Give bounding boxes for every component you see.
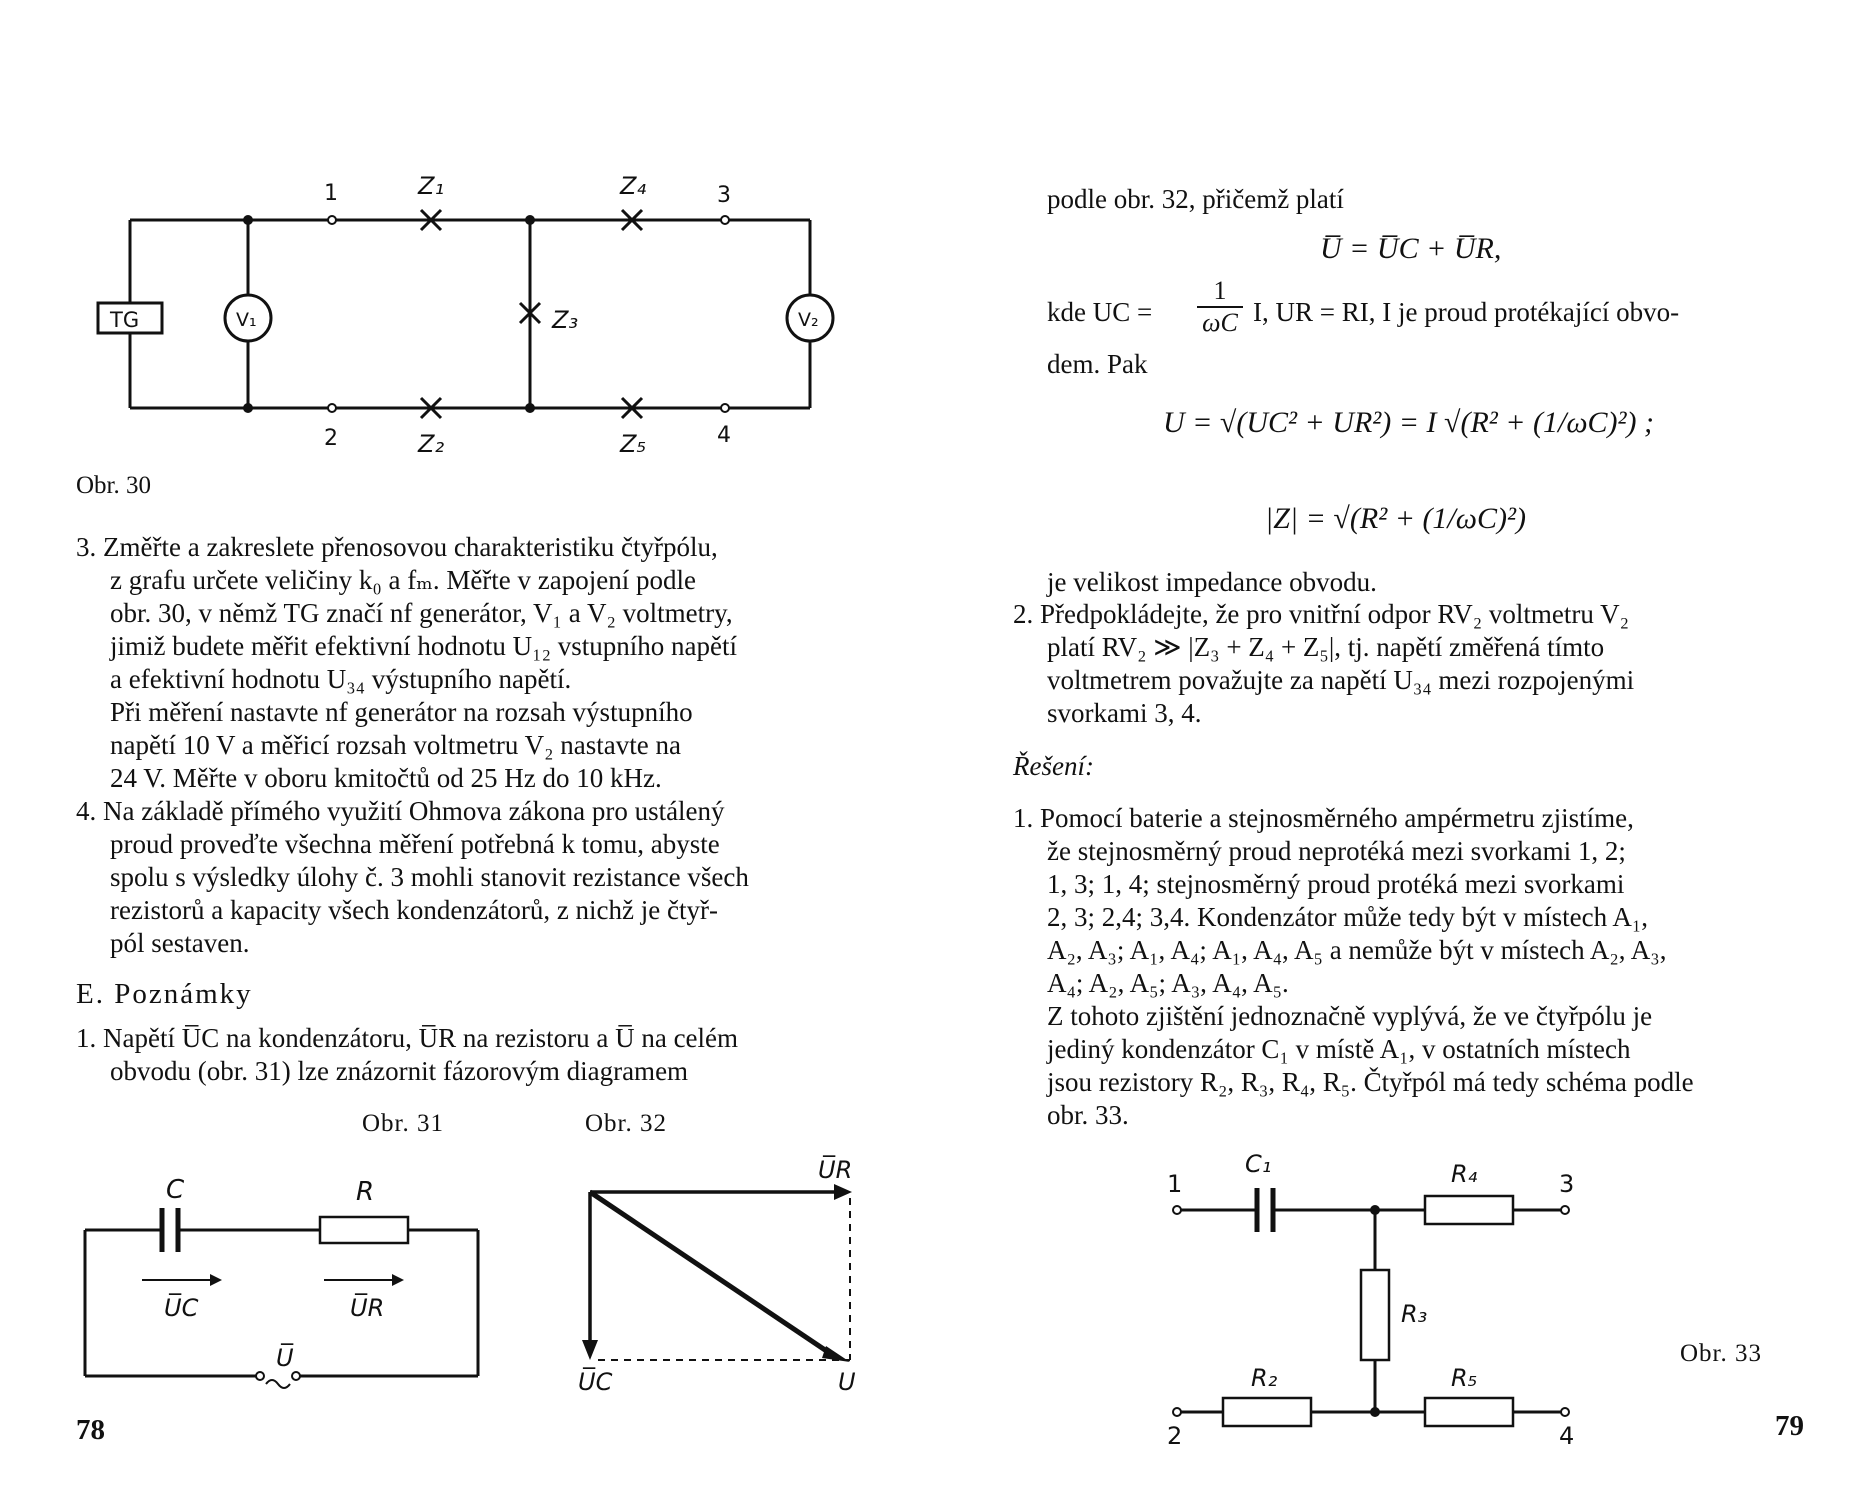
- fig30-terminal-4: 4: [717, 423, 731, 448]
- sol1-line-10: obr. 33.: [1047, 1100, 1129, 1130]
- section-heading-notes: E. Poznámky: [76, 978, 253, 1010]
- fig33-caption: Obr. 33: [1680, 1340, 1762, 1367]
- item3-line-2: z grafu určete veličiny k₀ a fₘ. Měřte v zapojení podle: [110, 565, 696, 595]
- fig31-label-uc: U̅C: [164, 1294, 199, 1322]
- fig30-label-z3: Z₃: [552, 306, 579, 334]
- where-line-end: I, UR = RI, I je proud protékající obvo-: [1253, 297, 1680, 327]
- solution-heading: Řešení:: [1013, 751, 1094, 781]
- item2-line-3: voltmetrem považujte za napětí U₃₄ mezi rozpojenými: [1047, 665, 1635, 695]
- fig32-label-u: U: [838, 1368, 856, 1396]
- sol1-line-1: 1. Pomocí baterie a stejnosměrného ampérmetru zjistíme,: [1013, 803, 1634, 833]
- fig30-terminal-1: 1: [324, 181, 338, 206]
- fig32-label-ur: U̅R: [818, 1156, 853, 1184]
- fig33-label-r2: R₂: [1251, 1364, 1278, 1392]
- sol1-line-8: jediný kondenzátor C₁ v místě A₁, v ostatních místech: [1047, 1034, 1631, 1064]
- fig32-label-uc: U̅C: [578, 1368, 613, 1396]
- equation-2: U = √(UC² + UR²) = I √(R² + (1/ωC)²) ;: [1163, 406, 1654, 439]
- note1-line-2: obvodu (obr. 31) lze znázornit fázorovým diagramem: [110, 1056, 689, 1086]
- equation-3: |Z| = √(R² + (1/ωC)²): [1265, 502, 1526, 535]
- item4-line-4: rezistorů a kapacity všech kondenzátorů, z nichž je čtyř-: [110, 895, 718, 925]
- item-3: [76, 531, 876, 795]
- item3-line-7: napětí 10 V a měřicí rozsah voltmetru V₂ nastavte na: [110, 730, 682, 760]
- where-fraction-denominator: ωC: [1202, 308, 1238, 337]
- item4-line-5: pól sestaven.: [110, 928, 250, 958]
- item2-line-2: platí RV₂ ≫ |Z₃ + Z₄ + Z₅|, tj. napětí změřená tímto: [1047, 632, 1605, 662]
- fig33-terminal-1: 1: [1167, 1170, 1183, 1198]
- fig33-terminal-2: 2: [1167, 1422, 1183, 1448]
- fig30-label-tg: TG: [110, 308, 140, 332]
- fig30-label-v1: V₁: [236, 309, 257, 331]
- figure-32-phasor: [572, 1150, 892, 1410]
- note-1: [76, 1022, 876, 1088]
- fig30-label-z5: Z₅: [620, 430, 647, 458]
- fig33-label-r4: R₄: [1451, 1160, 1478, 1188]
- where-fraction: [1197, 276, 1243, 338]
- item2-line-1: 2. Předpokládejte, že pro vnitřní odpor RV₂ voltmetru V₂: [1013, 599, 1630, 629]
- item3-line-1: 3. Změřte a zakreslete přenosovou charakteristiku čtyřpólu,: [76, 532, 718, 562]
- fig31-label-r: R: [356, 1177, 375, 1207]
- solution-1: [1013, 802, 1843, 1132]
- fig33-terminal-4: 4: [1559, 1422, 1575, 1448]
- fig31-label-c: C: [166, 1175, 185, 1205]
- figure-31-circuit: [70, 1170, 490, 1410]
- fig30-caption: Obr. 30: [76, 472, 151, 499]
- item4-line-3: spolu s výsledky úlohy č. 3 mohli stanovit rezistance všech: [110, 862, 749, 892]
- fig30-terminal-2: 2: [324, 426, 338, 451]
- page-number-right: 79: [1775, 1410, 1804, 1442]
- where-line-continuation: dem. Pak: [1047, 349, 1148, 379]
- equation-1: U̅ = U̅C + U̅R,: [1320, 232, 1502, 265]
- fig30-terminal-3: 3: [717, 183, 731, 208]
- fig31-label-ur: U̅R: [350, 1294, 385, 1322]
- intro-line: podle obr. 32, přičemž platí: [1047, 184, 1344, 214]
- sol1-line-3: 1, 3; 1, 4; stejnosměrný proud protéká mezi svorkami: [1047, 869, 1625, 899]
- item3-line-4: jimiž budete měřit efektivní hodnotu U₁₂ vstupního napětí: [110, 631, 737, 661]
- where-fraction-numerator: 1: [1197, 276, 1243, 308]
- item3-line-6: Při měření nastavte nf generátor na rozsah výstupního: [110, 697, 693, 727]
- fig31-label-u: U̅: [276, 1344, 294, 1372]
- note1-line-1: 1. Napětí U̅C na kondenzátoru, U̅R na rezistoru a U̅ na celém: [76, 1023, 739, 1053]
- sol1-line-9: jsou rezistory R₂, R₃, R₄, R₅. Čtyřpól má tedy schéma podle: [1047, 1067, 1694, 1097]
- fig33-label-r3: R₃: [1401, 1300, 1428, 1328]
- fig30-label-v2: V₂: [798, 309, 819, 331]
- sol1-line-5: A₂, A₃; A₁, A₄; A₁, A₄, A₅ a nemůže být v místech A₂, A₃,: [1047, 935, 1667, 965]
- item3-line-5: a efektivní hodnotu U₃₄ výstupního napětí.: [110, 664, 572, 694]
- right-page: [935, 0, 1870, 1500]
- item-2: [1013, 598, 1843, 730]
- fig30-label-z4: Z₄: [620, 172, 647, 200]
- item4-line-1: 4. Na základě přímého využití Ohmova zákona pro ustálený: [76, 796, 725, 826]
- fig33-label-c1: C₁: [1245, 1150, 1272, 1178]
- fig31-caption: Obr. 31: [362, 1110, 444, 1137]
- fig33-label-r5: R₅: [1451, 1364, 1478, 1392]
- sol1-line-6: A₄; A₂, A₅; A₃, A₄, A₅.: [1047, 968, 1289, 998]
- sol1-line-4: 2, 3; 2,4; 3,4. Kondenzátor může tedy být v místech A₁,: [1047, 902, 1649, 932]
- impedance-line: je velikost impedance obvodu.: [1047, 567, 1377, 597]
- sol1-line-7: Z tohoto zjištění jednoznačně vyplývá, že ve čtyřpólu je: [1047, 1001, 1653, 1031]
- item4-line-2: proud proveďte všechna měření potřebná k tomu, abyste: [110, 829, 720, 859]
- where-line-start: kde UC =: [1047, 297, 1153, 327]
- fig30-label-z1: Z₁: [418, 172, 445, 200]
- item3-line-8: 24 V. Měřte v oboru kmitočtů od 25 Hz do 10 kHz.: [110, 763, 662, 793]
- fig30-label-z2: Z₂: [418, 430, 445, 458]
- fig33-terminal-3: 3: [1559, 1170, 1575, 1198]
- sol1-line-2: že stejnosměrný proud neprotéká mezi svorkami 1, 2;: [1047, 836, 1626, 866]
- item3-line-3: obr. 30, v němž TG značí nf generátor, V₁ a V₂ voltmetry,: [110, 598, 733, 628]
- fig32-caption: Obr. 32: [585, 1110, 667, 1137]
- item2-line-4: svorkami 3, 4.: [1047, 698, 1202, 728]
- item-4: [76, 795, 876, 960]
- figure-33-circuit: [1165, 1148, 1615, 1448]
- page-number-left: 78: [76, 1414, 105, 1446]
- figure-30-circuit: [90, 170, 870, 470]
